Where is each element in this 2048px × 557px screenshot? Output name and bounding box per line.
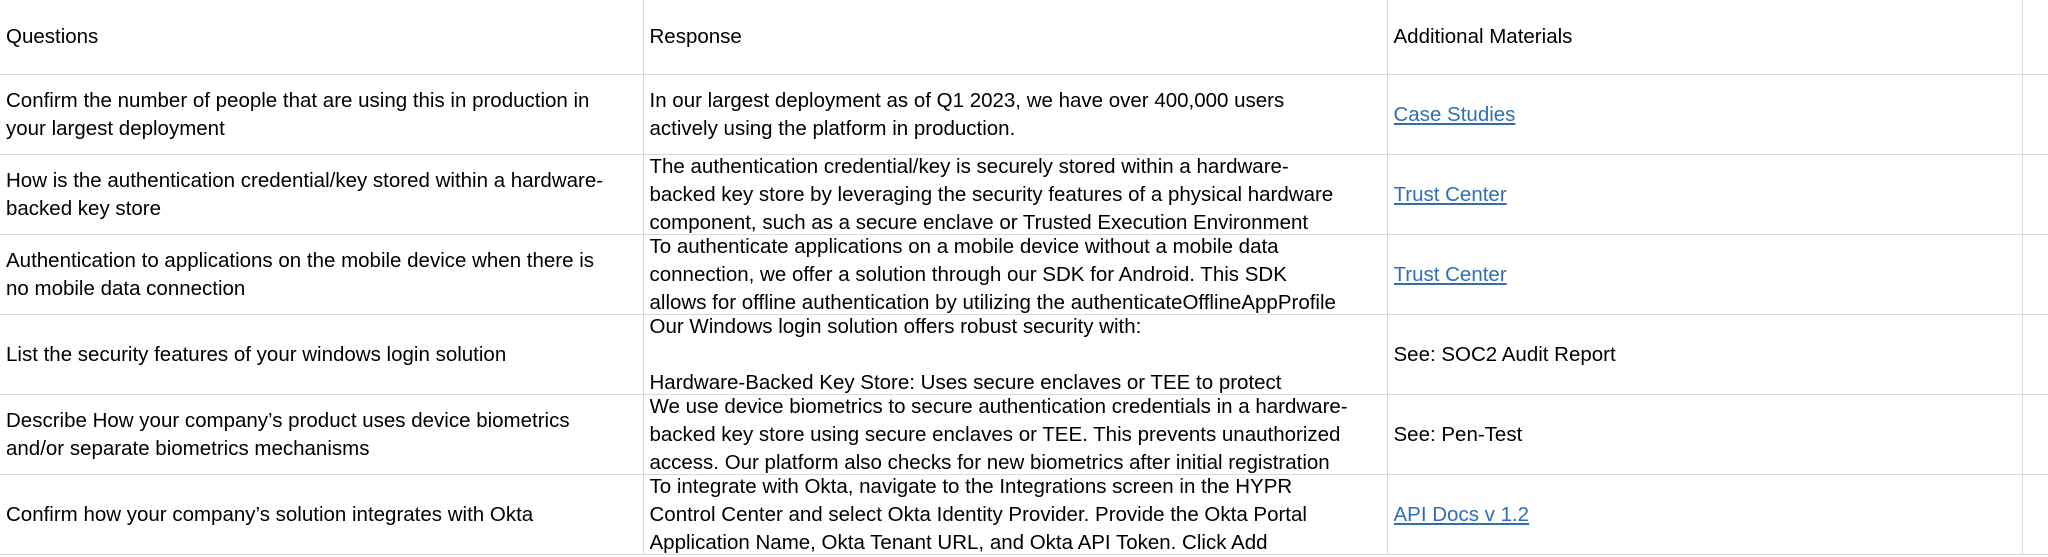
empty-cell[interactable] <box>2022 395 2048 475</box>
header-row <box>0 0 2048 75</box>
materials-cell[interactable] <box>1387 75 2022 155</box>
empty-cell[interactable] <box>2022 475 2048 555</box>
question-text: Authentication to applications on the mobile device when there is no mobile data connection <box>6 248 595 300</box>
table-row <box>0 155 2048 235</box>
response-text: The authentication credential/key is securely stored within a hardware- backed key store by leveraging the security features of a physical hardware component, such as a secure enclave or Trusted Execution Environment <box>649 155 1334 234</box>
materials-cell[interactable] <box>1387 475 2022 555</box>
materials-cell[interactable] <box>1387 235 2022 315</box>
table-row <box>0 75 2048 155</box>
material-link[interactable]: API Docs v 1.2 <box>1393 502 1530 526</box>
question-cell[interactable] <box>0 155 643 235</box>
materials-cell[interactable] <box>1387 155 2022 235</box>
empty-cell[interactable] <box>2022 75 2048 155</box>
header-label-materials: Additional Materials <box>1393 25 1573 48</box>
empty-cell[interactable] <box>2022 315 2048 395</box>
header-cell-materials[interactable] <box>1387 0 2022 75</box>
table-row <box>0 475 2048 555</box>
response-text: In our largest deployment as of Q1 2023, we have over 400,000 users actively using the platform in production. <box>649 88 1285 140</box>
question-text: Confirm the number of people that are using this in production in your largest deployment <box>6 88 590 140</box>
question-text: Describe How your company’s product uses device biometrics and/or separate biometrics mechanisms <box>6 408 570 460</box>
question-cell[interactable] <box>0 235 643 315</box>
question-text: How is the authentication credential/key stored within a hardware- backed key store <box>6 168 604 220</box>
response-text: We use device biometrics to secure authentication credentials in a hardware- backed key store using secure enclaves or TEE. This prevents unauthorized access. Our platform also checks for new biometrics after initial registration <box>649 395 1348 474</box>
question-cell[interactable] <box>0 75 643 155</box>
empty-cell[interactable] <box>2022 155 2048 235</box>
material-text: See: Pen-Test <box>1393 422 1523 446</box>
header-cell-questions[interactable] <box>0 0 643 75</box>
header-label-response: Response <box>649 25 742 48</box>
response-cell[interactable] <box>643 235 1387 315</box>
table-row <box>0 235 2048 315</box>
response-text: To integrate with Okta, navigate to the Integrations screen in the HYPR Control Center and select Okta Identity Provider. Provide the Okta Portal Application Name, Okta Tenant URL, and Okta API Token. Click Add <box>649 475 1307 554</box>
response-cell[interactable] <box>643 155 1387 235</box>
materials-cell[interactable] <box>1387 395 2022 475</box>
material-link[interactable]: Case Studies <box>1393 102 1516 126</box>
material-text: See: SOC2 Audit Report <box>1393 342 1616 366</box>
response-cell[interactable] <box>643 315 1387 395</box>
response-text: To authenticate applications on a mobile device without a mobile data connection, we offer a solution through our SDK for Android. This SDK allows for offline authentication by utilizing the authenticateOfflineAppProfile <box>649 235 1336 314</box>
question-cell[interactable] <box>0 395 643 475</box>
header-cell-response[interactable] <box>643 0 1387 75</box>
response-cell[interactable] <box>643 75 1387 155</box>
empty-cell[interactable] <box>2022 235 2048 315</box>
header-cell-empty[interactable] <box>2022 0 2048 75</box>
table-row <box>0 315 2048 395</box>
question-text: Confirm how your company’s solution integrates with Okta <box>6 502 534 526</box>
question-cell[interactable] <box>0 475 643 555</box>
response-cell[interactable] <box>643 475 1387 555</box>
material-link[interactable]: Trust Center <box>1393 262 1507 286</box>
question-text: List the security features of your windows login solution <box>6 342 507 366</box>
header-label-questions: Questions <box>6 25 99 48</box>
material-link[interactable]: Trust Center <box>1393 182 1507 206</box>
table-row <box>0 395 2048 475</box>
question-cell[interactable] <box>0 315 643 395</box>
response-cell[interactable] <box>643 395 1387 475</box>
response-text: Our Windows login solution offers robust security with: Hardware-Backed Key Store: Uses secure enclaves or TEE to protect <box>649 315 1282 394</box>
materials-cell[interactable] <box>1387 315 2022 395</box>
